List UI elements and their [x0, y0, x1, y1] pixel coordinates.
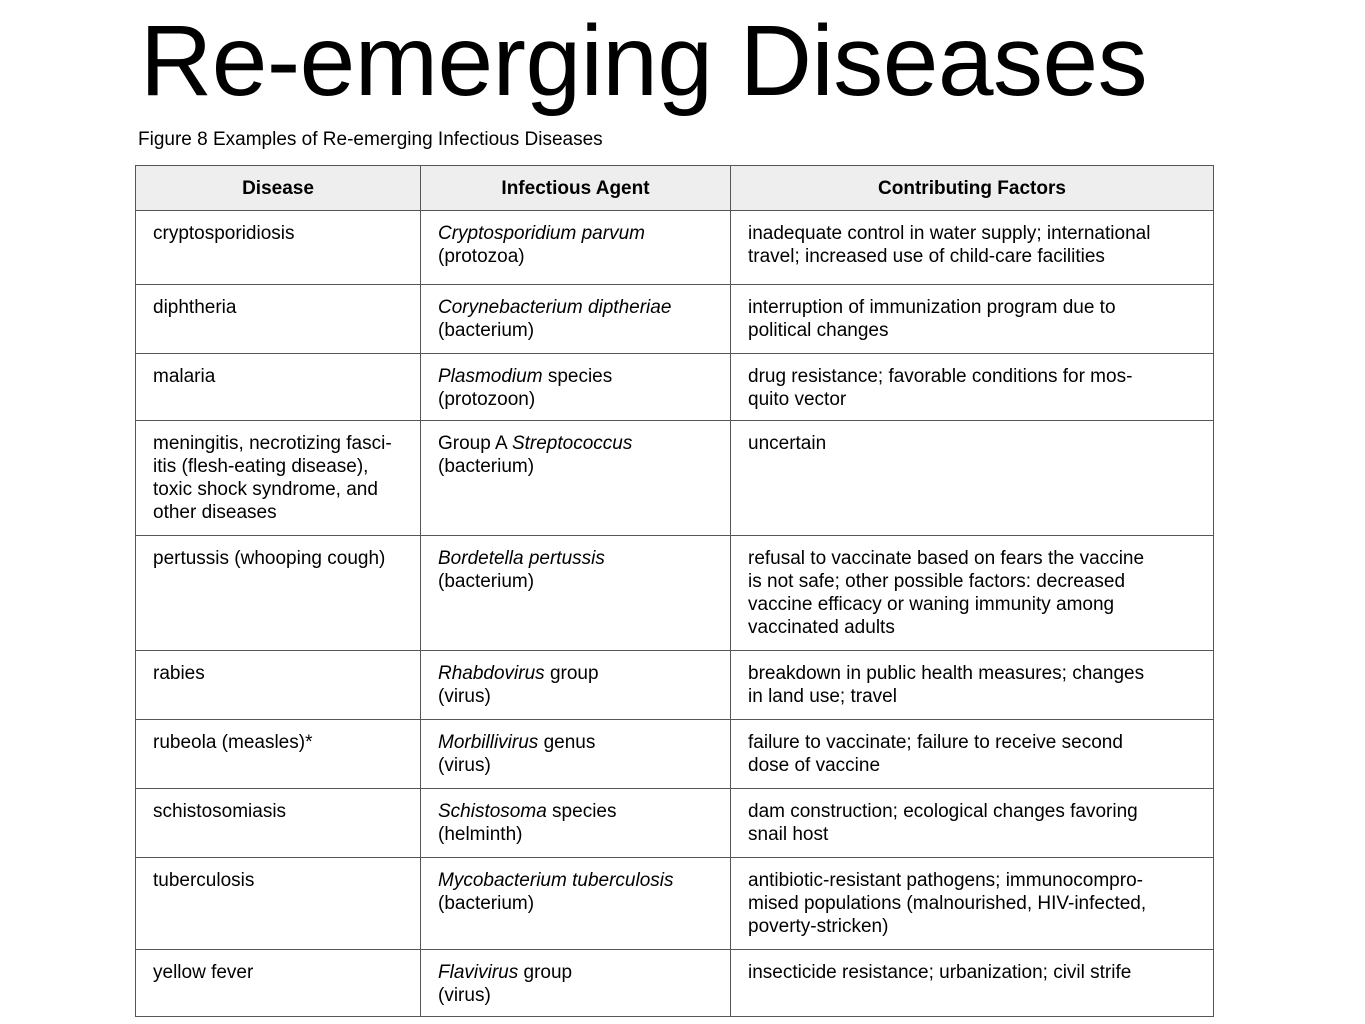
factors-line: breakdown in public health measures; changes: [748, 663, 1145, 684]
agent-type: (virus): [438, 755, 491, 776]
disease-table: [135, 165, 1214, 1017]
agent-type: (virus): [438, 686, 491, 707]
disease-line: diphtheria: [153, 297, 237, 318]
factors-line: is not safe; other possible factors: decreased: [748, 571, 1126, 592]
disease-line: yellow fever: [153, 962, 254, 983]
disease-line: schistosomiasis: [153, 801, 287, 822]
disease-cell: [136, 285, 421, 354]
table-row: [136, 950, 1214, 1017]
disease-cell: [136, 720, 421, 789]
agent-genus: Schistosoma: [438, 801, 547, 822]
table-row: [136, 536, 1214, 651]
agent-type: (bacterium): [438, 571, 535, 592]
agent-qualifier: species: [546, 801, 617, 822]
factors-cell: [731, 285, 1214, 354]
table-row: [136, 285, 1214, 354]
factors-line: vaccinated adults: [748, 617, 895, 638]
agent-name: [438, 432, 718, 455]
agent-name: [438, 869, 718, 892]
factors-line: insecticide resistance; urbanization; civil strife: [748, 962, 1132, 983]
factors-line: vaccine efficacy or waning immunity among: [748, 594, 1115, 615]
factors-line: quito vector: [748, 389, 847, 410]
agent-genus: Flavivirus: [438, 962, 519, 983]
factors-line: mised populations (malnourished, HIV-infected,: [748, 893, 1147, 914]
disease-cell: [136, 651, 421, 720]
agent-type: (bacterium): [438, 320, 535, 341]
agent-genus: Corynebacterium diptheriae: [438, 297, 672, 318]
agent-name: [438, 365, 718, 388]
agent-name: [438, 222, 718, 245]
agent-cell: [421, 354, 731, 421]
agent-type: (helminth): [438, 824, 523, 845]
disease-line: itis (flesh-eating disease),: [153, 456, 369, 477]
factors-cell: [731, 421, 1214, 536]
table-row: [136, 421, 1214, 536]
disease-cell: [136, 536, 421, 651]
table-row: [136, 651, 1214, 720]
factors-line: refusal to vaccinate based on fears the vaccine: [748, 548, 1145, 569]
agent-genus: Bordetella pertussis: [438, 548, 605, 569]
disease-line: toxic shock syndrome, and: [153, 479, 378, 500]
agent-cell: [421, 211, 731, 285]
disease-cell: [136, 858, 421, 950]
agent-cell: [421, 421, 731, 536]
disease-cell: [136, 211, 421, 285]
agent-type: (bacterium): [438, 456, 535, 477]
factors-cell: [731, 950, 1214, 1017]
agent-name: [438, 296, 718, 319]
agent-name: [438, 731, 718, 754]
factors-line: poverty-stricken): [748, 916, 889, 937]
disease-line: other diseases: [153, 502, 277, 523]
slide-title: Re-emerging Diseases: [140, 5, 1148, 117]
column-header-disease: Disease: [136, 166, 421, 211]
factors-line: political changes: [748, 320, 889, 341]
factors-line: dose of vaccine: [748, 755, 881, 776]
factors-cell: [731, 536, 1214, 651]
agent-cell: [421, 651, 731, 720]
disease-line: meningitis, necrotizing fasci-: [153, 433, 392, 454]
agent-cell: [421, 950, 731, 1017]
agent-genus: Plasmodium: [438, 366, 543, 387]
agent-qualifier: genus: [538, 732, 596, 753]
table-body: [136, 211, 1214, 1017]
factors-cell: [731, 789, 1214, 858]
disease-cell: [136, 354, 421, 421]
table-row: [136, 720, 1214, 789]
disease-cell: [136, 950, 421, 1017]
agent-cell: [421, 858, 731, 950]
agent-genus: Mycobacterium tuberculosis: [438, 870, 674, 891]
agent-type: (protozoon): [438, 389, 536, 410]
column-header-infectious-agent: Infectious Agent: [421, 166, 731, 211]
table-row: [136, 858, 1214, 950]
agent-name: [438, 800, 718, 823]
disease-line: tuberculosis: [153, 870, 255, 891]
column-header-contributing-factors: Contributing Factors: [731, 166, 1214, 211]
figure-caption: Figure 8 Examples of Re-emerging Infectious Diseases: [138, 129, 603, 150]
factors-line: failure to vaccinate; failure to receive second: [748, 732, 1123, 753]
factors-line: inadequate control in water supply; international: [748, 223, 1151, 244]
agent-cell: [421, 720, 731, 789]
disease-cell: [136, 789, 421, 858]
agent-name: [438, 547, 718, 570]
table-row: [136, 211, 1214, 285]
disease-cell: [136, 421, 421, 536]
factors-cell: [731, 211, 1214, 285]
agent-genus: Streptococcus: [511, 433, 633, 454]
factors-line: antibiotic-resistant pathogens; immunocompro-: [748, 870, 1143, 891]
factors-line: snail host: [748, 824, 829, 845]
factors-cell: [731, 858, 1214, 950]
factors-cell: [731, 651, 1214, 720]
factors-line: travel; increased use of child-care facilities: [748, 246, 1105, 267]
disease-line: rabies: [153, 663, 205, 684]
agent-qualifier: group: [518, 962, 573, 983]
agent-genus: Morbillivirus: [438, 732, 539, 753]
agent-type: (bacterium): [438, 893, 535, 914]
agent-name: [438, 662, 718, 685]
agent-prefix: Group A: [438, 433, 512, 454]
factors-line: drug resistance; favorable conditions for mos-: [748, 366, 1133, 387]
disease-line: pertussis (whooping cough): [153, 548, 386, 569]
factors-line: uncertain: [748, 433, 827, 454]
agent-cell: [421, 285, 731, 354]
agent-name: [438, 961, 718, 984]
agent-genus: Cryptosporidium parvum: [438, 223, 645, 244]
factors-cell: [731, 354, 1214, 421]
agent-type: (virus): [438, 985, 491, 1006]
agent-genus: Rhabdovirus: [438, 663, 545, 684]
factors-line: dam construction; ecological changes favoring: [748, 801, 1138, 822]
table-header-row: [136, 166, 1214, 211]
disease-line: rubeola (measles)*: [153, 732, 313, 753]
agent-cell: [421, 789, 731, 858]
agent-qualifier: group: [544, 663, 599, 684]
table-row: [136, 354, 1214, 421]
agent-qualifier: species: [542, 366, 613, 387]
disease-line: malaria: [153, 366, 216, 387]
disease-line: cryptosporidiosis: [153, 223, 295, 244]
factors-cell: [731, 720, 1214, 789]
agent-cell: [421, 536, 731, 651]
factors-line: in land use; travel: [748, 686, 897, 707]
agent-type: (protozoa): [438, 246, 525, 267]
factors-line: interruption of immunization program due to: [748, 297, 1116, 318]
table-row: [136, 789, 1214, 858]
